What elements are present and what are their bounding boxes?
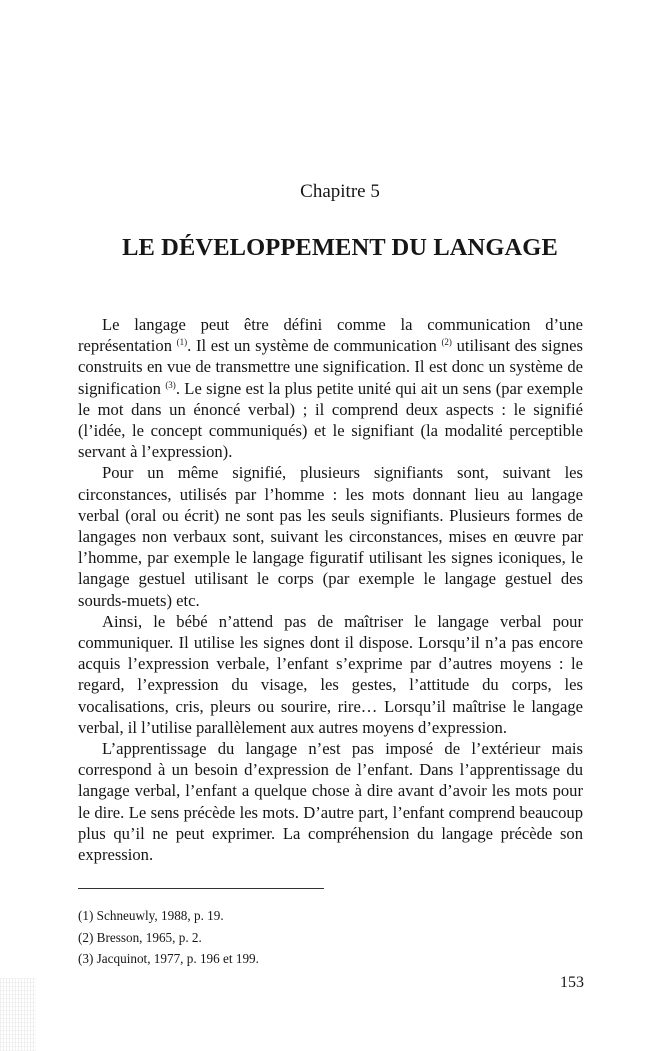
page-number: 153 [560,974,584,991]
paragraph-1-part-a: Le langage peut être défini comme la communication d’une représentation [78,315,583,356]
footnote-1: (1) Schneuwly, 1988, p. 19. [78,908,224,923]
scan-artifact [0,978,36,1051]
paragraph-1-part-b: . Il est un système de communication [187,336,442,356]
footnotes [78,905,259,970]
paragraph-1 [78,314,583,462]
footnote-3: (3) Jacquinot, 1977, p. 196 et 199. [78,951,259,966]
footnote-2: (2) Bresson, 1965, p. 2. [78,929,202,945]
chapter-title: LE DÉVELOPPEMENT DU LANGAGE [122,234,558,261]
footnote-ref-2: (2) [441,337,452,348]
footnote-ref-3: (3) [165,379,176,390]
paragraph-4: L’apprentissage du langage n’est pas imposé de l’extérieur mais correspond à un besoin d’expression de l’enfant. Dans l’apprentissage du langage verbal, l’enfant a quelque chose à dire avant d’avoir les mots pour le dire. Le sens précède les mots. D’autre part, l’enfant comprend beaucoup plus qu’il ne peut exprimer. La compréhension du langage précède son expression. [78,739,583,865]
chapter-label: Chapitre 5 [300,181,380,202]
paragraph-3: Ainsi, le bébé n’attend pas de maîtriser le langage verbal pour communiquer. Il utilise les signes dont il dispose. Lorsqu’il n’a pas encore acquis l’expression verbale, l’enfant s’exprime par d’autres moyens : le regard, l’expression du visage, les gestes, l’attitude du corps, les vocalisations, cris, pleurs ou sourire, rire… Lorsqu’il maîtrise le langage verbal, il l’utilise parallèlement aux autres moyens d’expression. [78,611,583,737]
footnote-ref-1: (1) [176,337,188,348]
paragraph-1-part-d: . Le signe est la plus petite unité qui ait un sens (par exemple le mot dans un énoncé verbal) ; il comprend deux aspects : le signifié (l’idée, le concept communiqués) et le signifiant (la modalité perceptible servant à l’expression). [78,378,583,462]
footnote-divider [78,888,324,889]
body-text [78,314,583,865]
paragraph-2: Pour un même signifié, plusieurs signifiants sont, suivant les circonstances, utilisés par l’homme : les mots donnant lieu au langage verbal (oral ou écrit) ne sont pas les seuls signifiants. Plusieurs formes de langages non verbaux sont, suivant les circonstances, mises en œuvre par l’homme, par exemple le langage figuratif utilisant les signes iconiques, le langage gestuel utilisant le corps (par exemple le langage gestuel des sourds-muets) etc. [78,463,583,610]
paragraph-1-part-c: utilisant des signes construits en vue de transmettre une signification. Il est donc un système de signification [78,336,583,398]
